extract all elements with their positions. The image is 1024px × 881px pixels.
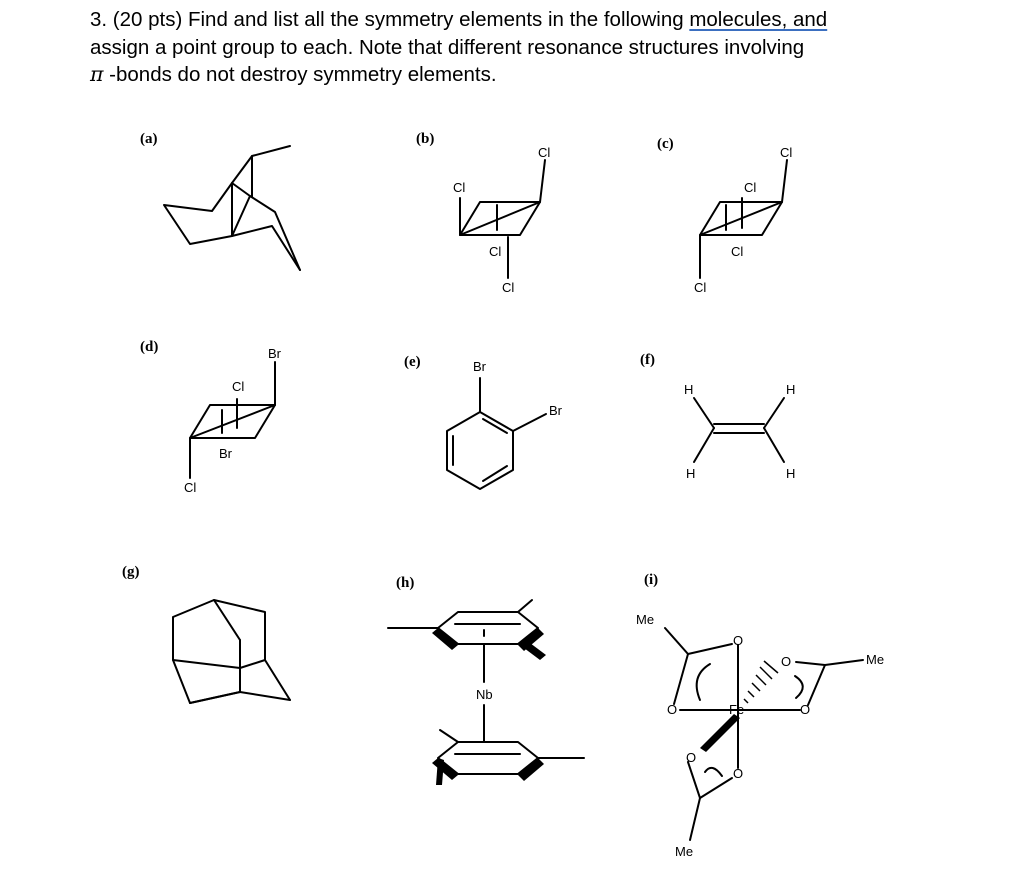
atom-cl-c1: Cl [780,145,793,160]
atom-br-d1: Br [268,346,281,361]
label-e: (e) [404,354,421,370]
label-a: (a) [140,131,158,147]
molecule-i [665,628,863,840]
label-h: (h) [396,575,415,591]
molecule-f [694,398,784,462]
atom-cl-b2: Cl [453,180,466,195]
bold-bond-h-bottom-left [432,758,458,780]
molecule-b [460,160,545,278]
atom-me-1: Me [636,612,655,627]
molecule-a [164,146,300,270]
atom-me-2: Me [866,652,885,667]
label-c: (c) [657,136,674,152]
molecule-e [447,378,546,489]
question-line-1: 3. (20 pts) Find and list all the symmetry elements in the following molecules, and [90,8,828,31]
underlined-phrase: molecules, and [689,8,828,31]
atom-cl-b1: Cl [538,145,551,160]
bold-bond-h-bottom-right [518,758,544,781]
atom-h-f3: H [686,466,696,481]
atom-o-6: O [733,766,744,781]
atom-o-2: O [667,702,678,717]
question-line-2: assign a point group to each. Note that different resonance structures involving [90,35,805,59]
atom-h-f2: H [786,382,796,397]
pi-symbol: π [90,62,104,86]
atom-o-4: O [800,702,811,717]
atom-cl-b4: Cl [502,280,515,295]
atom-o-1: O [733,633,744,648]
atom-fe: Fe [729,702,745,717]
molecule-g [173,600,290,703]
atom-br-e2: Br [549,403,562,418]
label-i: (i) [644,572,659,588]
atom-cl-c2: Cl [744,180,757,195]
atom-cl-d1: Cl [232,379,245,394]
question-line-3: π -bonds do not destroy symmetry elements. [90,62,497,86]
atom-cl-c3: Cl [731,244,744,259]
atom-h-f1: H [684,382,694,397]
atom-o-3: O [781,654,792,669]
wedge-bond-fe-o [700,714,740,752]
atom-cl-d2: Cl [184,480,197,495]
atom-cl-c4: Cl [694,280,707,295]
atom-cl-b3: Cl [489,244,502,259]
label-d: (d) [140,339,159,355]
atom-br-e1: Br [473,359,486,374]
atom-o-5: O [686,750,697,765]
atom-me-3: Me [675,844,694,859]
atom-h-f4: H [786,466,796,481]
atom-nb: Nb [476,687,493,702]
label-b: (b) [416,131,435,147]
molecule-c [700,160,787,278]
bold-bond-h-top-left [432,628,458,650]
label-f: (f) [640,352,655,368]
hashed-bond-fe-o [744,661,778,703]
label-g: (g) [122,564,140,580]
atom-br-d2: Br [219,446,232,461]
